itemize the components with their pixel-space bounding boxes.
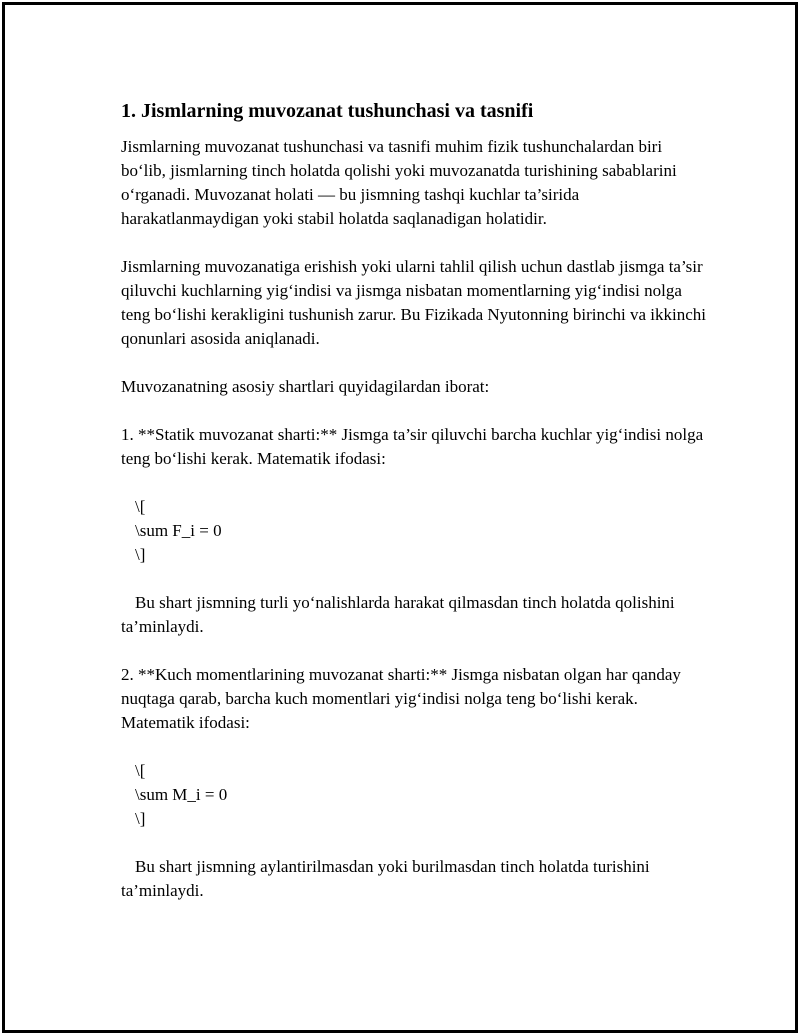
- condition-2-formula: [121, 759, 711, 831]
- formula-open: \[: [135, 761, 146, 780]
- condition-1-formula: [121, 495, 711, 567]
- formula-close: \]: [135, 809, 146, 828]
- conditions-intro: Muvozanatning asosiy shartlari quyidagilardan iborat:: [121, 377, 490, 396]
- condition-1-text: 1. **Statik muvozanat sharti:** Jismga ta’sir qiluvchi barcha kuchlar yig‘indisi nolga teng bo‘lishi kerak. Matematik ifodasi:: [121, 425, 704, 468]
- formula-body: \sum F_i = 0: [135, 521, 222, 540]
- formula-open: \[: [135, 497, 146, 516]
- formula-close: \]: [135, 545, 146, 564]
- condition-1-note: Bu shart jismning turli yo‘nalishlarda harakat qilmasdan tinch holatda qolishini ta’minlaydi.: [121, 593, 675, 636]
- document-title: 1. Jismlarning muvozanat tushunchasi va tasnifi: [121, 100, 534, 122]
- condition-2-text: 2. **Kuch momentlarining muvozanat sharti:** Jismga nisbatan olgan har qanday nuqtaga qarab, barcha kuch momentlari yig‘indisi nolga teng bo‘lishi kerak. Matematik ifodasi:: [121, 665, 681, 732]
- condition-2-note: Bu shart jismning aylantirilmasdan yoki burilmasdan tinch holatda turishini ta’minlaydi.: [121, 857, 650, 900]
- formula-body: \sum M_i = 0: [135, 785, 228, 804]
- analysis-paragraph: Jismlarning muvozanatiga erishish yoki ularni tahlil qilish uchun dastlab jismga ta’sir qiluvchi kuchlarning yig‘indisi va jismga nisbatan momentlarning yig‘indisi nolga teng bo‘lishi kerakligini tushunish zarur. Bu Fizikada Nyutonning birinchi va ikkinchi qonunlari asosida aniqlanadi.: [121, 257, 706, 348]
- page-frame: [2, 2, 798, 1033]
- intro-paragraph: Jismlarning muvozanat tushunchasi va tasnifi muhim fizik tushunchalardan biri bo‘lib, jismlarning tinch holatda qolishi yoki muvozanatda turishining sabablarini o‘rganadi. Muvozanat holati — bu jismning tashqi kuchlar ta’sirida harakatlanmaydigan yoki stabil holatda saqlanadigan holatidir.: [121, 137, 677, 228]
- document-body: [121, 97, 711, 927]
